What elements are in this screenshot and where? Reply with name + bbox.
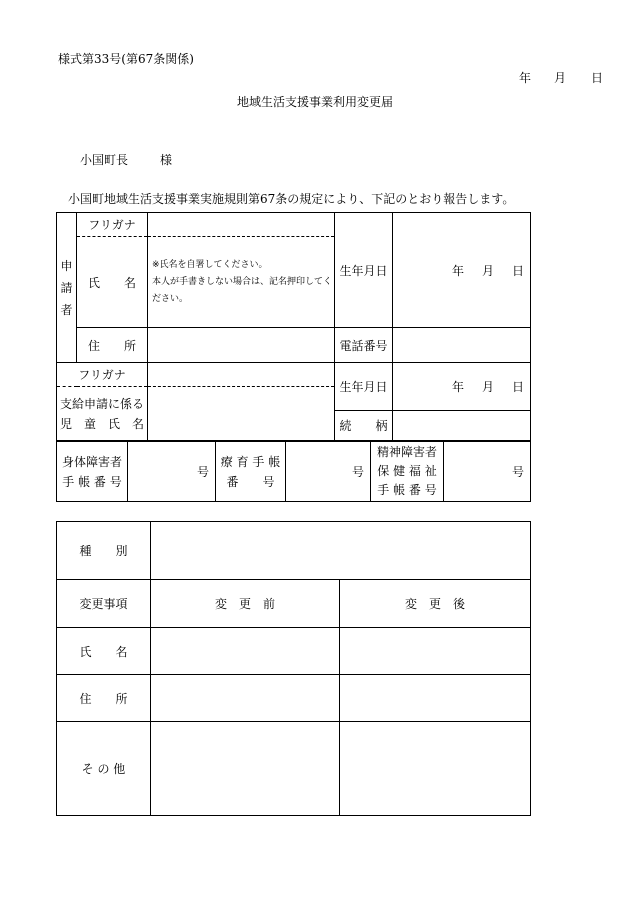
signature-note-1: ※氏名を自署してください。 (152, 259, 268, 270)
form-number: 様式第33号(第67条関係) (58, 52, 194, 66)
phone-label: 電話番号 (335, 328, 393, 363)
ryoiku-number-suffix: 号 (351, 465, 364, 479)
row-address-before[interactable] (151, 675, 340, 722)
applicant-char-2: 請 (60, 280, 73, 295)
row-name-label: 氏 名 (57, 628, 151, 675)
addressee-name: 小国町長 (80, 153, 129, 167)
mental-number-field[interactable] (444, 442, 531, 502)
furigana-label: フリガナ (77, 213, 148, 237)
physical-label-2: 手 帳 番 号 (62, 474, 122, 489)
physical-number-field[interactable] (128, 442, 216, 502)
child-name-label-1: 支給申請に係る (59, 396, 144, 411)
row-other-before[interactable] (151, 722, 340, 816)
address-field[interactable] (148, 328, 335, 363)
row-name-after[interactable] (340, 628, 531, 675)
birth-label: 生年月日 (335, 213, 393, 328)
child-birth-year: 年 (451, 380, 464, 394)
mental-label-1: 精神障害者 (376, 445, 437, 459)
ryoiku-label (216, 442, 286, 502)
child-furigana-field[interactable] (148, 363, 335, 387)
signature-note-2: 本人が手書きしない場合は、記名押印してく (152, 276, 333, 287)
applicant-char-3: 者 (60, 302, 73, 317)
relation-label: 続 柄 (335, 411, 393, 441)
name-label: 氏 名 (77, 237, 148, 328)
furigana-field[interactable] (148, 213, 335, 237)
row-name-before[interactable] (151, 628, 340, 675)
row-address-after[interactable] (340, 675, 531, 722)
mental-label-2: 保 健 福 祉 (377, 464, 437, 478)
applicant-table (56, 212, 531, 441)
mental-label (371, 442, 444, 502)
change-table (56, 521, 531, 816)
addressee-honorific: 様 (160, 153, 173, 167)
ryoiku-number-field[interactable] (286, 442, 371, 502)
mental-label-3: 手 帳 番 号 (377, 483, 437, 497)
phone-field[interactable] (393, 328, 531, 363)
date-month: 月 (554, 71, 567, 85)
body-text: 小国町地域生活支援事業実施規則第67条の規定により、下記のとおり報告します。 (68, 192, 515, 206)
mental-number-suffix: 号 (511, 465, 524, 479)
child-birth-month: 月 (481, 380, 494, 394)
after-label: 変 更 後 (340, 580, 531, 628)
name-field[interactable] (148, 237, 335, 328)
child-birth-label: 生年月日 (335, 363, 393, 411)
date-day: 日 (591, 71, 604, 85)
row-other-label: そ の 他 (57, 722, 151, 816)
ryoiku-label-2: 番 号 (226, 474, 275, 489)
row-other-after[interactable] (340, 722, 531, 816)
before-label: 変 更 前 (151, 580, 340, 628)
signature-note-3: ださい。 (152, 293, 189, 304)
ryoiku-label-1: 療 育 手 帳 (220, 454, 281, 469)
child-name-label-2: 児 童 氏 名 (59, 416, 144, 431)
birth-day: 日 (511, 263, 524, 278)
page-title: 地域生活支援事業利用変更届 (236, 95, 393, 109)
birth-field[interactable] (393, 213, 531, 328)
physical-number-suffix: 号 (196, 465, 209, 479)
birth-month: 月 (481, 263, 494, 278)
birth-year: 年 (451, 263, 464, 278)
child-birth-field[interactable] (393, 363, 531, 411)
applicant-label-cell (57, 213, 77, 363)
child-name-field[interactable] (148, 387, 335, 441)
type-field[interactable] (151, 522, 531, 580)
row-address-label: 住 所 (57, 675, 151, 722)
child-name-label (57, 387, 148, 441)
type-label: 種 別 (57, 522, 151, 580)
child-birth-day: 日 (511, 380, 524, 394)
physical-label-1: 身体障害者 (61, 454, 122, 469)
relation-field[interactable] (393, 411, 531, 441)
address-label: 住 所 (77, 328, 148, 363)
child-furigana-label: フリガナ (57, 363, 148, 387)
item-label: 変更事項 (57, 580, 151, 628)
applicant-char-1: 申 (60, 258, 73, 273)
date-year: 年 (519, 71, 532, 85)
handbook-table (56, 441, 531, 502)
physical-label (57, 442, 128, 502)
